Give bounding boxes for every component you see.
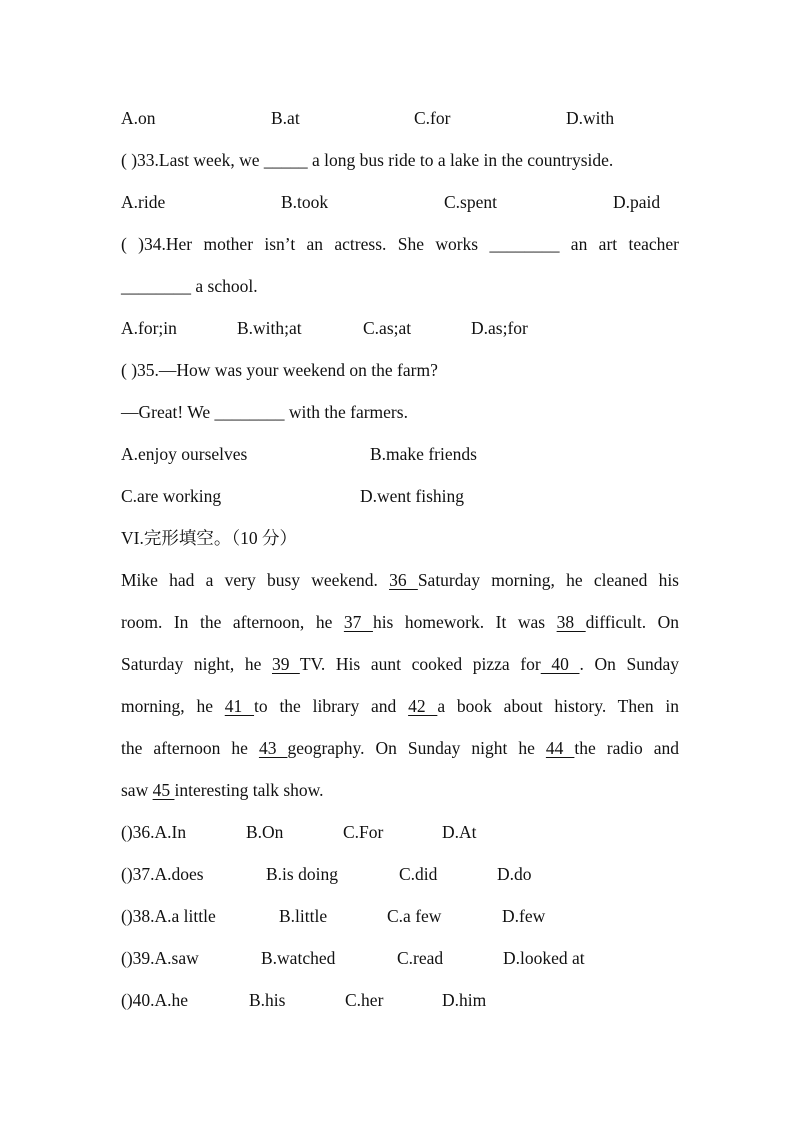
cloze-37-option-b: B.is doing <box>266 864 338 884</box>
passage-line-3 <box>121 652 679 676</box>
q32-option-c: C.for <box>414 108 451 128</box>
q34-option-b: B.with;at <box>237 318 302 338</box>
passage-line-4 <box>121 694 679 718</box>
q35-option-b: B.make friends <box>370 444 477 464</box>
passage-text: morning, he <box>121 696 225 716</box>
cloze-38-option-d: D.few <box>502 906 546 926</box>
cloze-40-option-c: C.her <box>345 990 384 1010</box>
passage-line-1 <box>121 568 679 592</box>
blank-37: 37 <box>343 612 373 632</box>
blank-40: 40 <box>540 654 580 674</box>
passage-text: to the library and <box>254 696 409 716</box>
q32-option-a: A.on <box>121 108 156 128</box>
cloze-36-option-d: D.At <box>442 822 477 842</box>
q33-option-a: A.ride <box>121 192 166 212</box>
cloze-39-option-b: B.watched <box>261 948 336 968</box>
blank-41: 41 <box>224 696 255 716</box>
cloze-40-option-d: D.him <box>442 990 487 1010</box>
cloze-38-option-c: C.a few <box>387 906 442 926</box>
cloze-36-option-a: ()36.A.In <box>121 822 187 842</box>
passage-text: his homework. It was <box>372 612 557 632</box>
passage-text: Saturday night, he <box>121 654 272 674</box>
blank-39: 39 <box>271 654 300 674</box>
blank-36: 36 <box>389 570 418 590</box>
cloze-36-option-b: B.On <box>246 822 284 842</box>
passage-text: geography. On Sunday night he <box>287 738 546 758</box>
q34-option-d: D.as;for <box>471 318 528 338</box>
q34-stem-line2: ________ a school. <box>121 276 258 296</box>
cloze-38-option-b: B.little <box>279 906 328 926</box>
passage-text: a book about history. Then in <box>437 696 680 716</box>
cloze-39-option-c: C.read <box>397 948 444 968</box>
passage-text: interesting talk show. <box>174 780 324 800</box>
blank-38: 38 <box>556 612 586 632</box>
blank-42: 42 <box>408 696 438 716</box>
q33-option-b: B.took <box>281 192 329 212</box>
passage-text: the afternoon he <box>121 738 259 758</box>
cloze-40-option-a: ()40.A.he <box>121 990 189 1010</box>
blank-43: 43 <box>258 738 288 758</box>
q34-option-c: C.as;at <box>363 318 412 338</box>
cloze-37-option-a: ()37.A.does <box>121 864 204 884</box>
q34-option-a: A.for;in <box>121 318 177 338</box>
q33-stem: ( )33.Last week, we _____ a long bus ride to a lake in the countryside. <box>121 150 614 170</box>
blank-45: 45 <box>152 780 175 800</box>
passage-text: room. In the afternoon, he <box>121 612 344 632</box>
q32-option-d: D.with <box>566 108 615 128</box>
passage-text: saw <box>121 780 153 800</box>
q35-option-d: D.went fishing <box>360 486 465 506</box>
cloze-39-option-d: D.looked at <box>503 948 585 968</box>
q33-option-c: C.spent <box>444 192 497 212</box>
cloze-37-option-c: C.did <box>399 864 438 884</box>
q35-stem-line2: —Great! We ________ with the farmers. <box>121 402 408 422</box>
q33-option-d: D.paid <box>613 192 661 212</box>
cloze-39-option-a: ()39.A.saw <box>121 948 199 968</box>
cloze-36-option-c: C.For <box>343 822 384 842</box>
q35-option-c: C.are working <box>121 486 222 506</box>
passage-line-2 <box>121 610 679 634</box>
passage-text: . On Sunday <box>579 654 680 674</box>
passage-text: Saturday morning, he cleaned his <box>417 570 679 590</box>
passage-text: TV. His aunt cooked pizza for <box>299 654 541 674</box>
cloze-38-option-a: ()38.A.a little <box>121 906 216 926</box>
q34-stem-line1: ( )34.Her mother isn’t an actress. She works ________ an art teacher <box>121 234 679 254</box>
passage-line-6 <box>121 778 324 802</box>
q35-option-a: A.enjoy ourselves <box>121 444 248 464</box>
q32-option-b: B.at <box>271 108 300 128</box>
cloze-37-option-d: D.do <box>497 864 532 884</box>
passage-text: difficult. On <box>585 612 680 632</box>
q35-stem-line1: ( )35.—How was your weekend on the farm? <box>121 360 438 380</box>
cloze-40-option-b: B.his <box>249 990 286 1010</box>
section-title: VI.完形填空。（10 分） <box>121 528 297 548</box>
blank-44: 44 <box>545 738 575 758</box>
passage-line-5 <box>121 736 679 760</box>
passage-text: the radio and <box>574 738 680 758</box>
passage-text: Mike had a very busy weekend. <box>121 570 390 590</box>
